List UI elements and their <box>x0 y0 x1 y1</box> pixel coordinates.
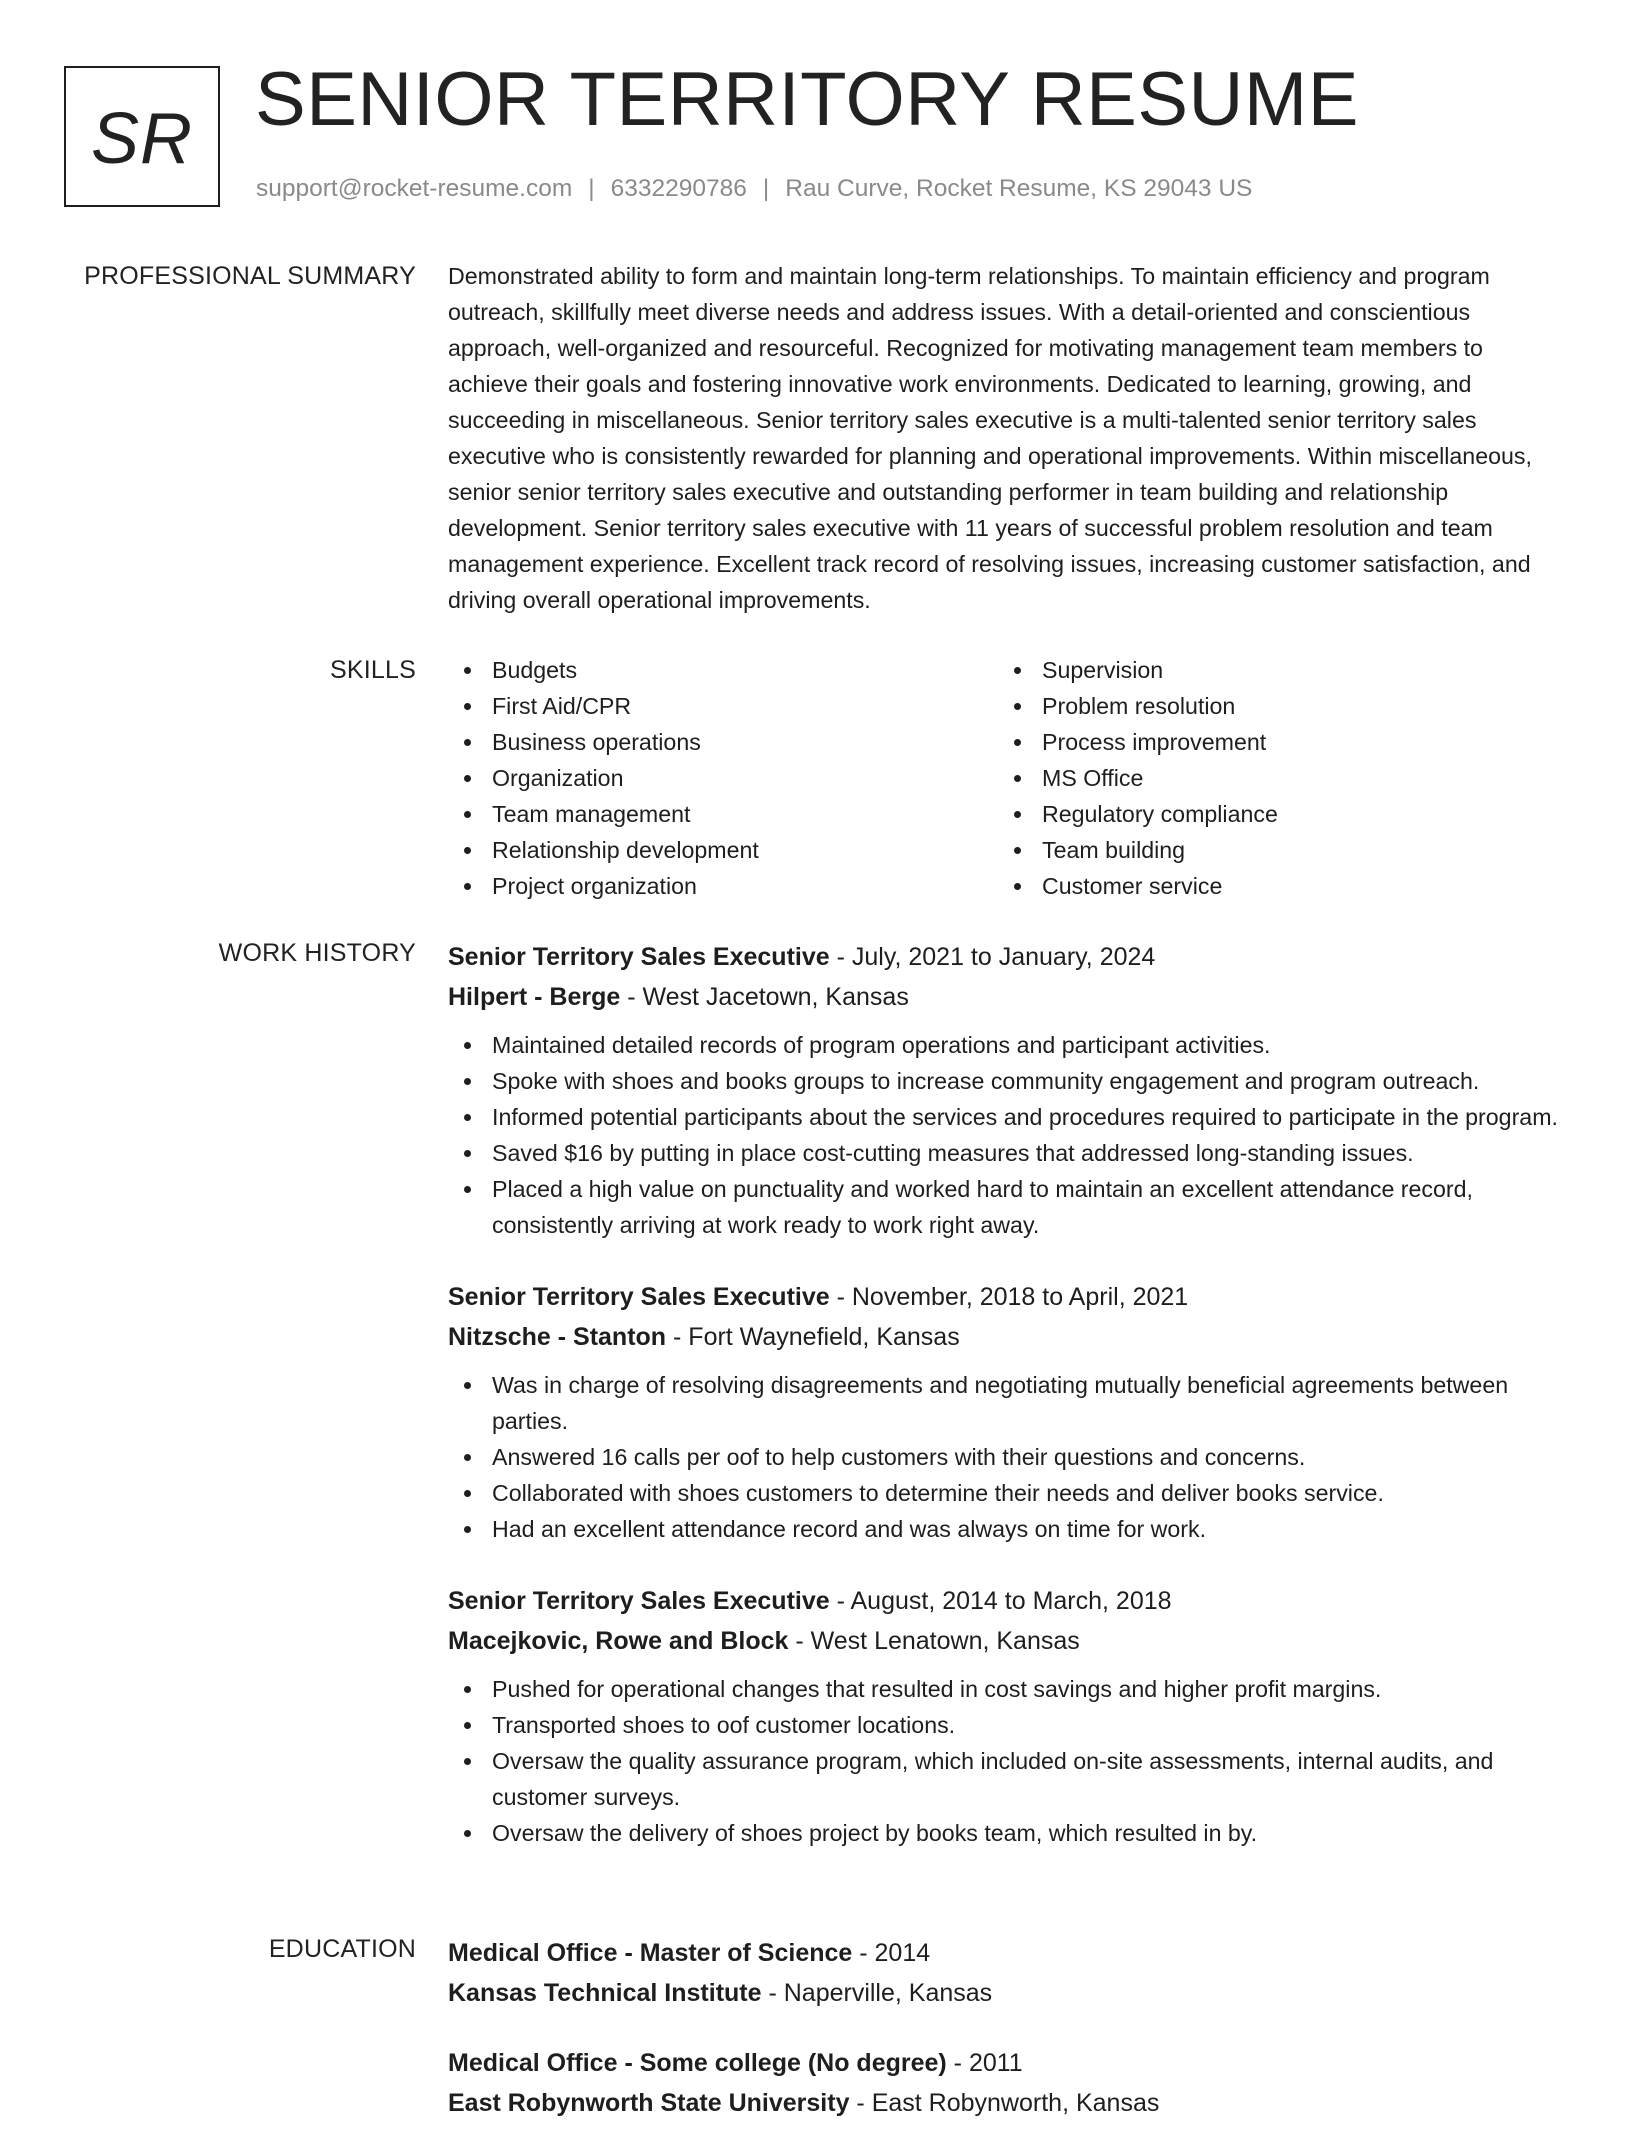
education-entry <box>448 2043 1564 2123</box>
skill-item: Supervision <box>998 652 1548 688</box>
job-bullet: Transported shoes to oof customer locations. <box>448 1707 1564 1743</box>
job-dates: - August, 2014 to March, 2018 <box>829 1587 1172 1615</box>
job-location: - Fort Waynefield, Kansas <box>666 1323 960 1351</box>
skill-item: Business operations <box>448 724 998 760</box>
job-bullet: Placed a high value on punctuality and worked hard to maintain an excellent attendance record, consistently arriving at work ready to work right away. <box>448 1171 1564 1243</box>
contact-separator: | <box>588 175 595 202</box>
education-heading: EDUCATION <box>268 1935 416 1963</box>
contact-line <box>256 175 1252 203</box>
summary-text: Demonstrated ability to form and maintain long-term relationships. To maintain efficiency and program outreach, skillfully meet diverse needs and address issues. With a detail-oriented and conscientious approach, well-organized and resourceful. Recognized for motivating management team members to achieve their goals and fostering innovative work environments. Dedicated to learning, growing, and succeeding in miscellaneous. Senior territory sales executive is a multi-talented senior territory sales executive who is consistently rewarded for planning and operational improvements. Within miscellaneous, senior senior territory sales executive and outstanding performer in team building and relationship development. Senior territory sales executive with 11 years of successful problem resolution and team management experience. Excellent track record of resolving issues, increasing customer satisfaction, and driving overall operational improvements. <box>448 263 1532 613</box>
skill-item: Regulatory compliance <box>998 796 1548 832</box>
job-entry <box>448 937 1564 1243</box>
job-dates: - November, 2018 to April, 2021 <box>829 1283 1189 1311</box>
job-bullet: Answered 16 calls per oof to help customers with their questions and concerns. <box>448 1439 1564 1475</box>
monogram-badge: SR <box>64 66 220 207</box>
job-title-line <box>448 937 1564 977</box>
work-history-heading: WORK HISTORY <box>218 939 416 967</box>
job-title: Senior Territory Sales Executive <box>448 1587 830 1615</box>
education-year: - 2011 <box>946 2049 1023 2077</box>
job-title: Senior Territory Sales Executive <box>448 943 830 971</box>
education-location: - Naperville, Kansas <box>761 1979 993 2007</box>
skill-item: Team building <box>998 832 1548 868</box>
job-bullet: Had an excellent attendance record and was always on time for work. <box>448 1511 1564 1547</box>
job-company: Macejkovic, Rowe and Block <box>448 1627 789 1655</box>
contact-separator: | <box>762 175 770 202</box>
skills-list <box>448 652 1564 904</box>
skills-heading: SKILLS <box>330 656 416 684</box>
job-company-line <box>448 1621 1564 1661</box>
education-location: - East Robynworth, Kansas <box>849 2089 1160 2117</box>
job-bullet: Pushed for operational changes that resulted in cost savings and higher profit margins. <box>448 1671 1564 1707</box>
education-degree-line <box>448 2043 1564 2083</box>
contact-address: Rau Curve, Rocket Resume, KS 29043 US <box>785 175 1253 202</box>
education-degree: Medical Office - Some college (No degree) <box>448 2049 947 2077</box>
job-bullets <box>448 1367 1564 1547</box>
education-body <box>448 1933 1564 2153</box>
skill-item: MS Office <box>998 760 1548 796</box>
resume-header <box>64 57 1564 211</box>
education-school: Kansas Technical Institute <box>448 1979 762 2007</box>
education-degree: Medical Office - Master of Science <box>448 1939 853 1967</box>
education-entry <box>448 1933 1564 2013</box>
education-year: - 2014 <box>852 1939 931 1967</box>
job-title-line <box>448 1277 1564 1317</box>
job-bullet: Oversaw the delivery of shoes project by books team, which resulted in by. <box>448 1815 1564 1851</box>
summary-body <box>448 258 1564 618</box>
job-entry <box>448 1277 1564 1547</box>
education-school: East Robynworth State University <box>448 2089 850 2117</box>
education-degree-line <box>448 1933 1564 1973</box>
skill-item: Organization <box>448 760 998 796</box>
job-bullets <box>448 1671 1564 1851</box>
skill-item: Project organization <box>448 868 998 904</box>
skill-item: Relationship development <box>448 832 998 868</box>
contact-email: support@rocket-resume.com <box>256 175 573 202</box>
job-bullet: Informed potential participants about the services and procedures required to participate in the program. <box>448 1099 1564 1135</box>
skill-item: Budgets <box>448 652 998 688</box>
job-dates: - July, 2021 to January, 2024 <box>829 943 1156 971</box>
job-bullet: Collaborated with shoes customers to determine their needs and deliver books service. <box>448 1475 1564 1511</box>
job-bullet: Maintained detailed records of program operations and participant activities. <box>448 1027 1564 1063</box>
education-school-line <box>448 1973 1564 2013</box>
job-bullet: Oversaw the quality assurance program, which included on-site assessments, internal audits, and customer surveys. <box>448 1743 1564 1815</box>
work-history-body <box>448 937 1564 1885</box>
skill-item: Problem resolution <box>998 688 1548 724</box>
job-company: Hilpert - Berge <box>448 983 621 1011</box>
job-bullet: Was in charge of resolving disagreements and negotiating mutually beneficial agreements between parties. <box>448 1367 1564 1439</box>
skill-item: Customer service <box>998 868 1548 904</box>
job-title: Senior Territory Sales Executive <box>448 1283 830 1311</box>
job-entry <box>448 1581 1564 1851</box>
skill-item: First Aid/CPR <box>448 688 998 724</box>
skill-item: Team management <box>448 796 998 832</box>
job-title-line <box>448 1581 1564 1621</box>
job-company: Nitzsche - Stanton <box>448 1323 667 1351</box>
skill-item: Process improvement <box>998 724 1548 760</box>
job-location: - West Lenatown, Kansas <box>788 1627 1080 1655</box>
job-location: - West Jacetown, Kansas <box>620 983 909 1011</box>
job-bullet: Spoke with shoes and books groups to increase community engagement and program outreach. <box>448 1063 1564 1099</box>
skills-body <box>448 652 1564 904</box>
summary-heading: PROFESSIONAL SUMMARY <box>84 262 416 290</box>
job-company-line <box>448 977 1564 1017</box>
job-bullet: Saved $16 by putting in place cost-cutting measures that addressed long-standing issues. <box>448 1135 1564 1171</box>
contact-phone: 6332290786 <box>610 175 747 202</box>
job-company-line <box>448 1317 1564 1357</box>
job-bullets <box>448 1027 1564 1243</box>
education-school-line <box>448 2083 1564 2123</box>
resume-title: SENIOR TERRITORY RESUME <box>255 57 1359 142</box>
